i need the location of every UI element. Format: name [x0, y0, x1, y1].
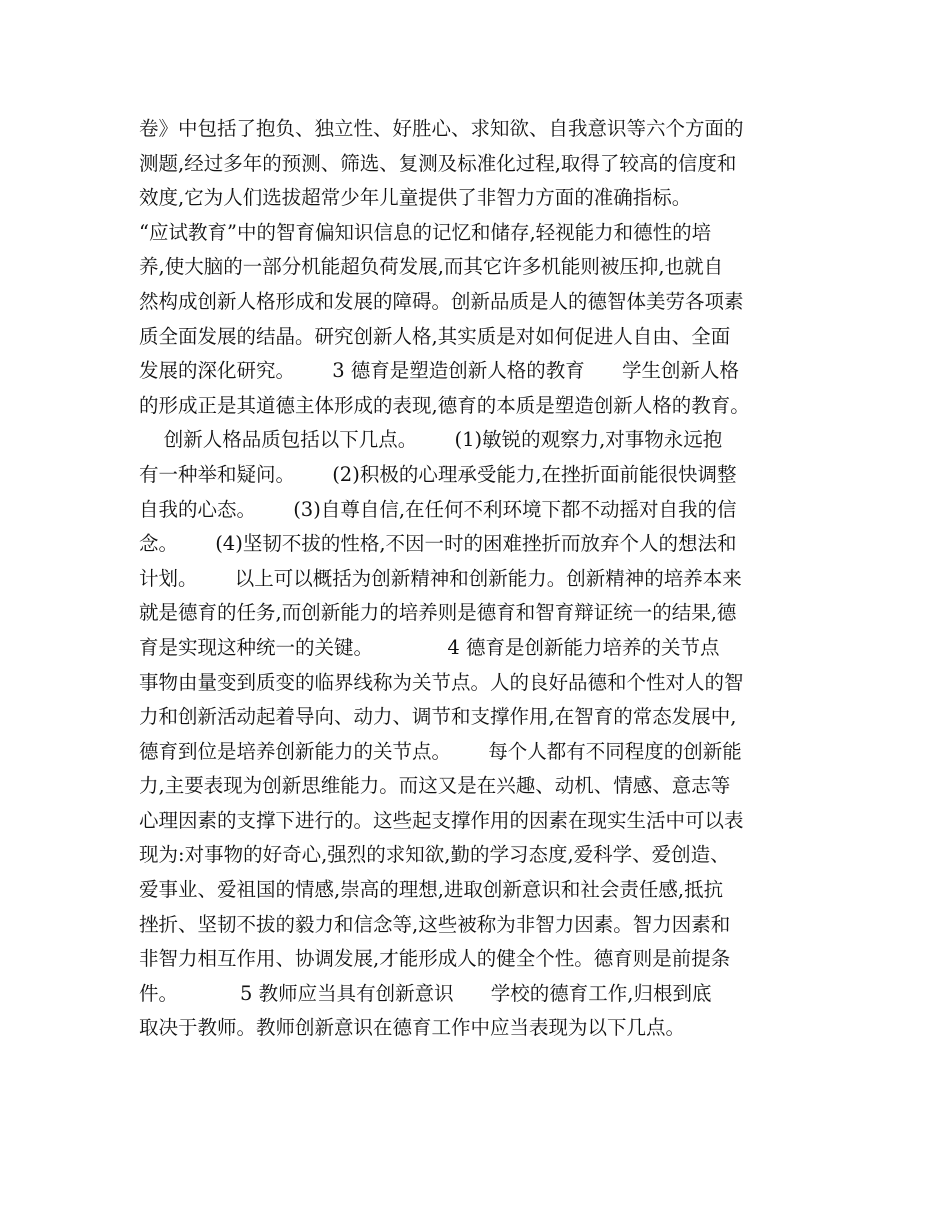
text-line: 效度,它为人们选拔超常少年儿童提供了非智力方面的准确指标。 — [139, 186, 692, 210]
text-line: 德育到位是培养创新能力的关节点。 每个人都有不同程度的创新能 — [139, 739, 742, 763]
text-line: 质全面发展的结晶。研究创新人格,其实质是对如何促进人自由、全面 — [139, 324, 731, 348]
text-line: 然构成创新人格形成和发展的障碍。创新品质是人的德智体美劳各项素 — [139, 289, 744, 313]
text-line: 自我的心态。 (3)自尊自信,在任何不利环境下都不动摇对自我的信 — [139, 497, 737, 521]
text-line: 有一种举和疑问。 (2)积极的心理承受能力,在挫折面前能很快调整 — [139, 462, 737, 486]
text-line: 取决于教师。教师创新意识在德育工作中应当表现为以下几点。 — [139, 1016, 686, 1040]
text-line: 件。 5 教师应当具有创新意识 学校的德育工作,归根到底 — [139, 981, 712, 1005]
text-line: 发展的深化研究。 3 德育是塑造创新人格的教育 学生创新人格 — [139, 359, 739, 383]
text-line: “应试教育”中的智育偏知识信息的记忆和储存,轻视能力和德性的培 — [139, 220, 712, 244]
text-line: 创新人格品质包括以下几点。 (1)敏锐的观察力,对事物永远抱 — [139, 428, 723, 452]
text-line: 心理因素的支撑下进行的。这些起支撑作用的因素在现实生活中可以表 — [139, 808, 744, 832]
text-line: 非智力相互作用、协调发展,才能形成人的健全个性。德育则是前提条 — [139, 947, 731, 971]
text-line: 爱事业、爱祖国的情感,崇高的理想,进取创新意识和社会责任感,抵抗 — [139, 878, 724, 902]
text-line: 卷》中包括了抱负、独立性、好胜心、求知欲、自我意识等六个方面的 — [139, 117, 744, 140]
text-line: 养,使大脑的一部分机能超负荷发展,而其它许多机能则被压抑,也就自 — [139, 255, 724, 279]
text-line: 力和创新活动起着导向、动力、调节和支撑作用,在智育的常态发展中, — [139, 705, 737, 729]
text-line: 现为:对事物的好奇心,强烈的求知欲,勤的学习态度,爱科学、爱创造、 — [139, 843, 730, 867]
text-line: 的形成正是其道德主体形成的表现,德育的本质是塑造创新人格的教育。 — [139, 393, 750, 417]
text-line: 测题,经过多年的预测、筛选、复测及标准化过程,取得了较高的信度和 — [139, 151, 737, 175]
text-line: 计划。 以上可以概括为创新精神和创新能力。创新精神的培养本来 — [139, 566, 742, 590]
body-text — [139, 112, 829, 1046]
text-line: 力,主要表现为创新思维能力。而这又是在兴趣、动机、情感、意志等 — [139, 774, 731, 798]
text-line: 事物由量变到质变的临界线称为关节点。人的良好品德和个性对人的智 — [139, 670, 744, 694]
text-line: 念。 (4)坚韧不拔的性格,不因一时的困难挫折而放弃个人的想法和 — [139, 532, 737, 556]
text-line: 就是德育的任务,而创新能力的培养则是德育和智育辩证统一的结果,德 — [139, 601, 737, 625]
text-line: 挫折、坚韧不拔的毅力和信念等,这些被称为非智力因素。智力因素和 — [139, 912, 731, 936]
text-line: 育是实现这种统一的关键。 4 德育是创新能力培养的关节点 — [139, 635, 720, 659]
